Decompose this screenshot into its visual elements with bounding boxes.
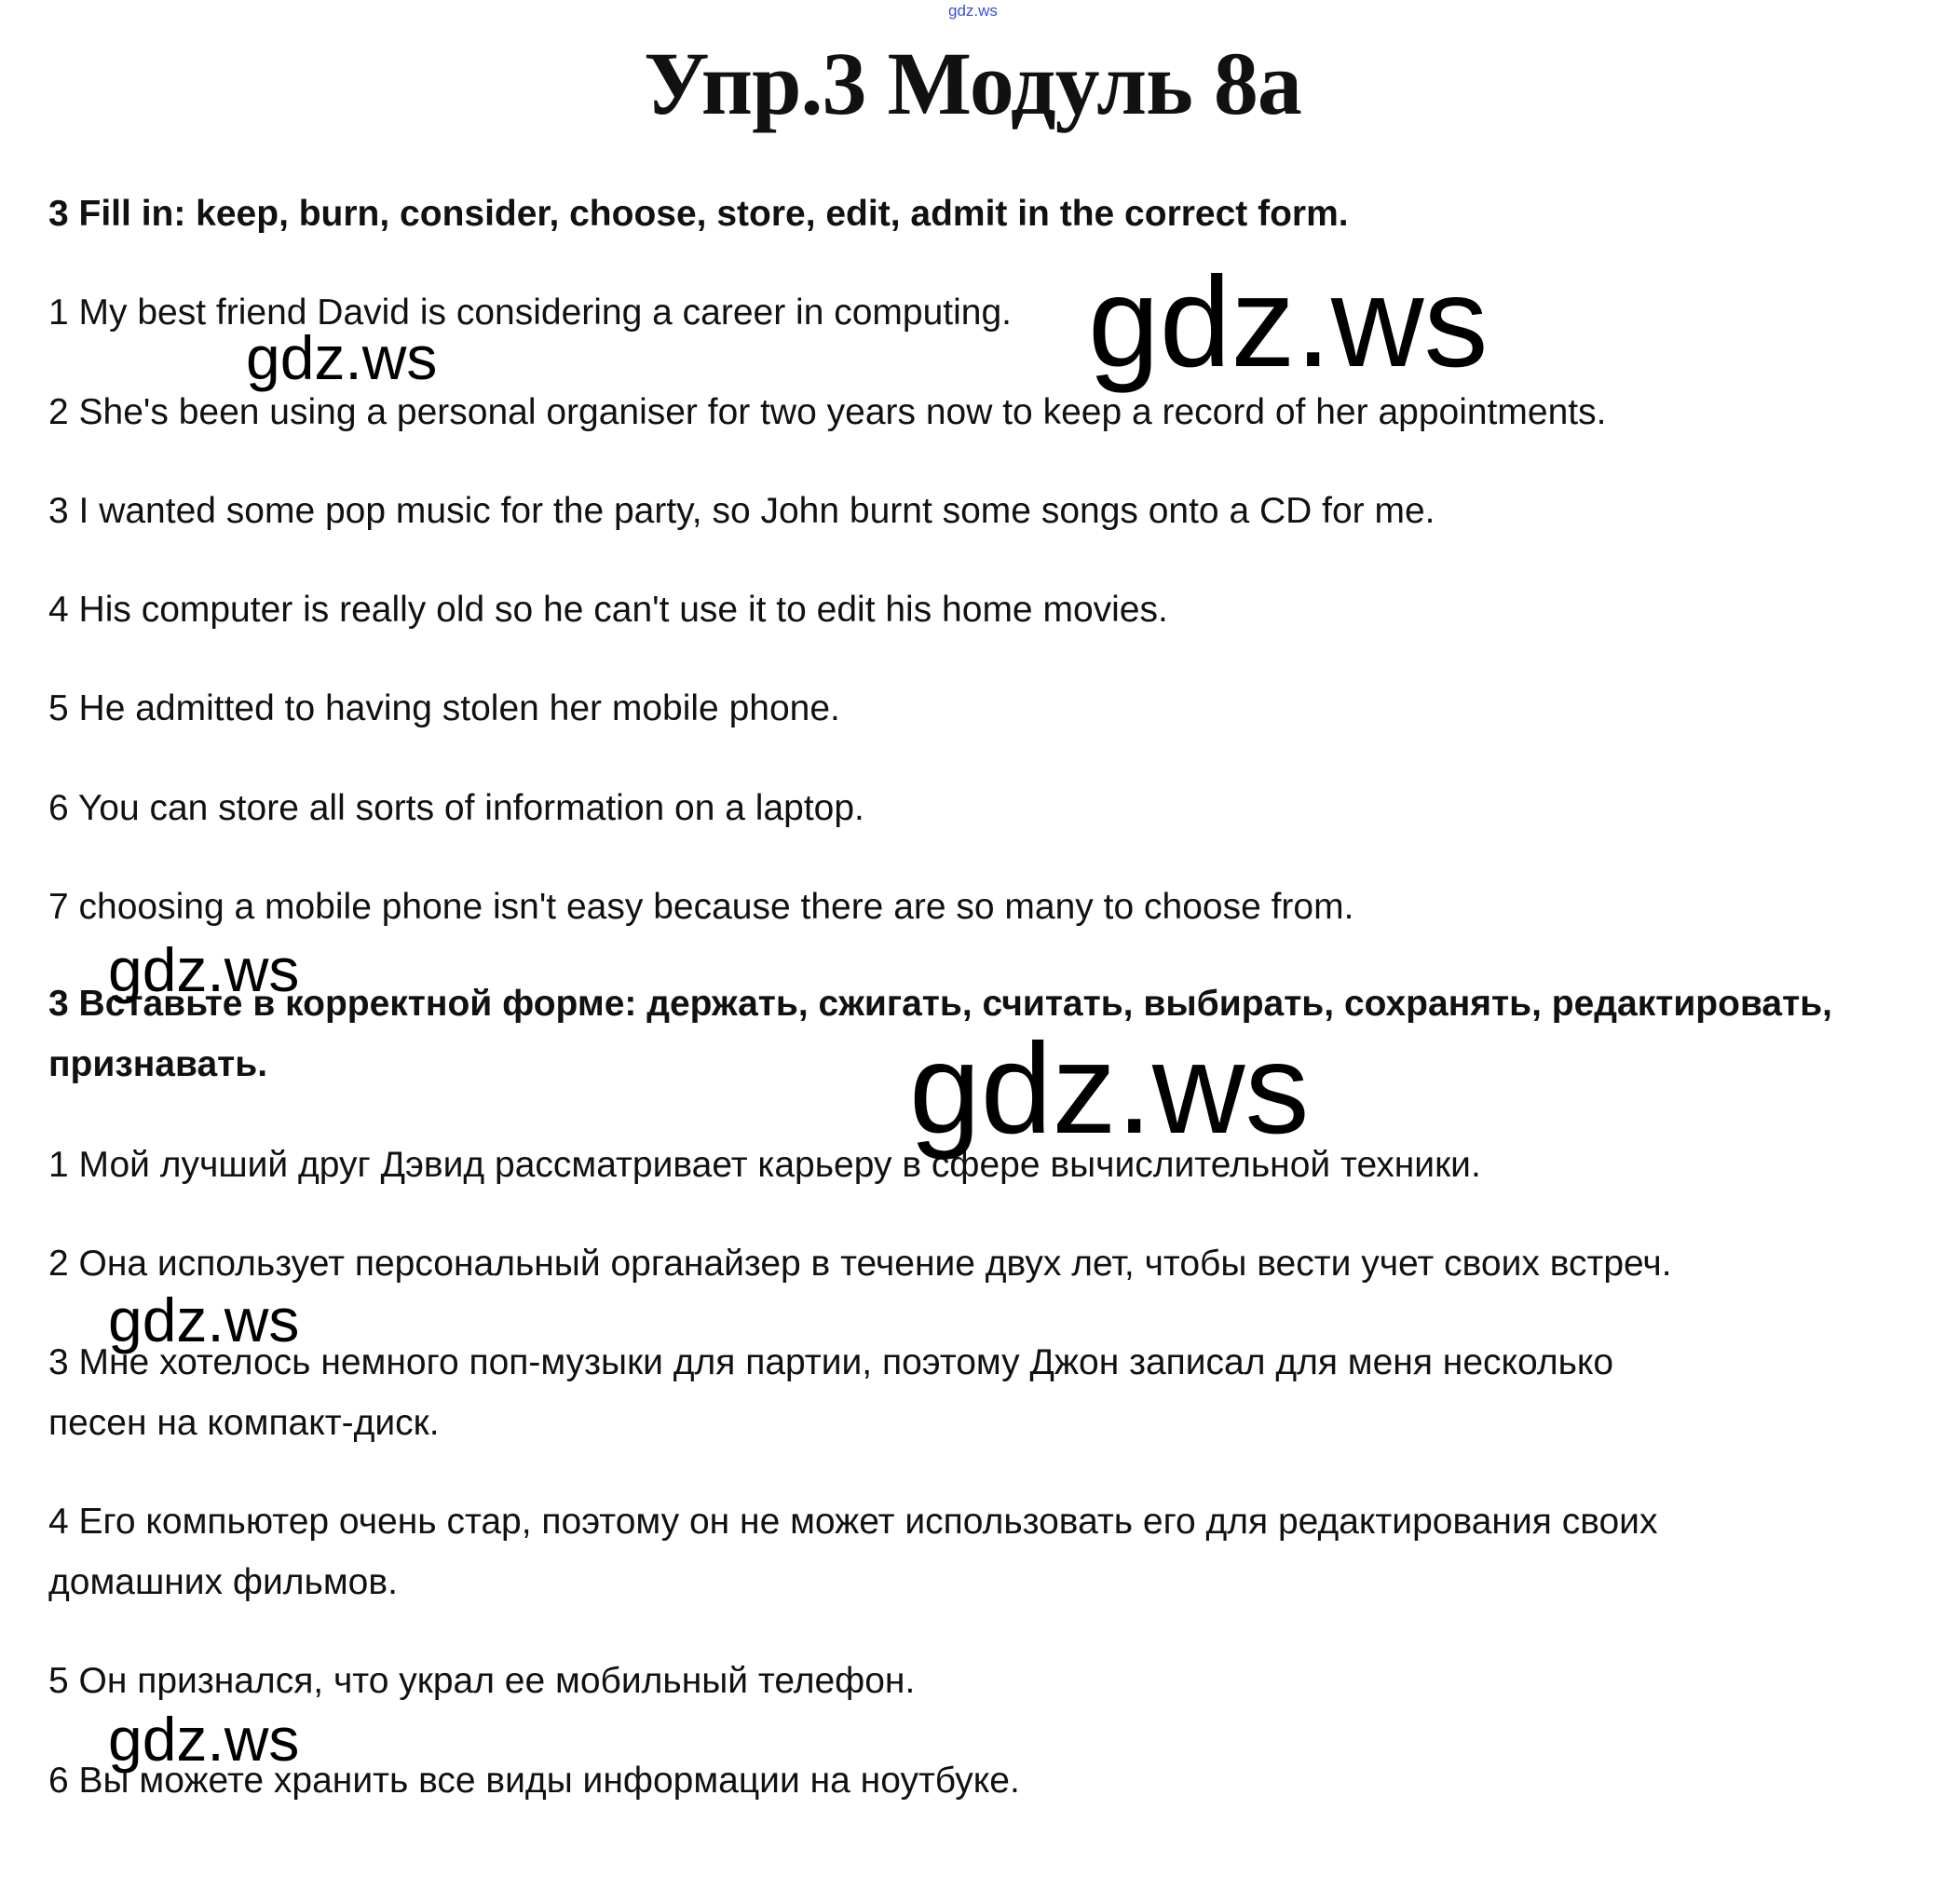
english-item-2: 2 She's been using a personal organiser for two years now to keep a record of her appointments.: [48, 392, 1607, 432]
russian-item-3-line-1: 3 Мне хотелось немного поп-музыки для партии, поэтому Джон записал для меня несколько: [48, 1342, 1614, 1382]
english-heading: 3 Fill in: keep, burn, consider, choose, store, edit, admit in the correct form.: [48, 194, 1349, 234]
english-item-6: 6 You can store all sorts of information on a laptop.: [48, 788, 864, 828]
russian-item-4-line-2: домашних фильмов.: [48, 1562, 398, 1602]
watermark-small-2: gdz.ws: [108, 935, 300, 1004]
russian-item-6: 6 Вы можете хранить все виды информации на ноутбуке.: [48, 1761, 1020, 1801]
russian-item-5: 5 Он признался, что украл ее мобильный телефон.: [48, 1661, 916, 1701]
watermark-large-1: gdz.ws: [1088, 251, 1489, 394]
english-item-7: 7 choosing a mobile phone isn't easy because there are so many to choose from.: [48, 887, 1354, 927]
russian-heading-line-1: 3 Вставьте в корректной форме: держать, сжигать, считать, выбирать, сохранять, редактировать,: [48, 984, 1833, 1024]
page-title: Упр.3 Модуль 8а: [644, 34, 1301, 133]
english-item-5: 5 He admitted to having stolen her mobile phone.: [48, 688, 840, 728]
watermark-small-3: gdz.ws: [108, 1285, 300, 1354]
russian-item-4-line-1: 4 Его компьютер очень стар, поэтому он не может использовать его для редактирования своих: [48, 1502, 1658, 1542]
russian-item-3-line-2: песен на компакт-диск.: [48, 1403, 440, 1443]
english-item-4: 4 His computer is really old so he can't use it to edit his home movies.: [48, 590, 1168, 630]
russian-heading-line-2: признавать.: [48, 1044, 268, 1084]
russian-item-1: 1 Мой лучший друг Дэвид рассматривает карьеру в сфере вычислительной техники.: [48, 1145, 1481, 1185]
watermark-large-2: gdz.ws: [909, 1017, 1310, 1161]
english-item-3: 3 I wanted some pop music for the party, so John burnt some songs onto a CD for me.: [48, 491, 1435, 531]
watermark-small-4: gdz.ws: [108, 1705, 300, 1774]
russian-item-2: 2 Она использует персональный органайзер в течение двух лет, чтобы вести учет своих встреч.: [48, 1244, 1672, 1284]
top-watermark-text: gdz.ws: [948, 2, 998, 20]
english-item-1: 1 My best friend David is considering a career in computing.: [48, 292, 1012, 333]
watermark-small-1: gdz.ws: [246, 323, 438, 392]
